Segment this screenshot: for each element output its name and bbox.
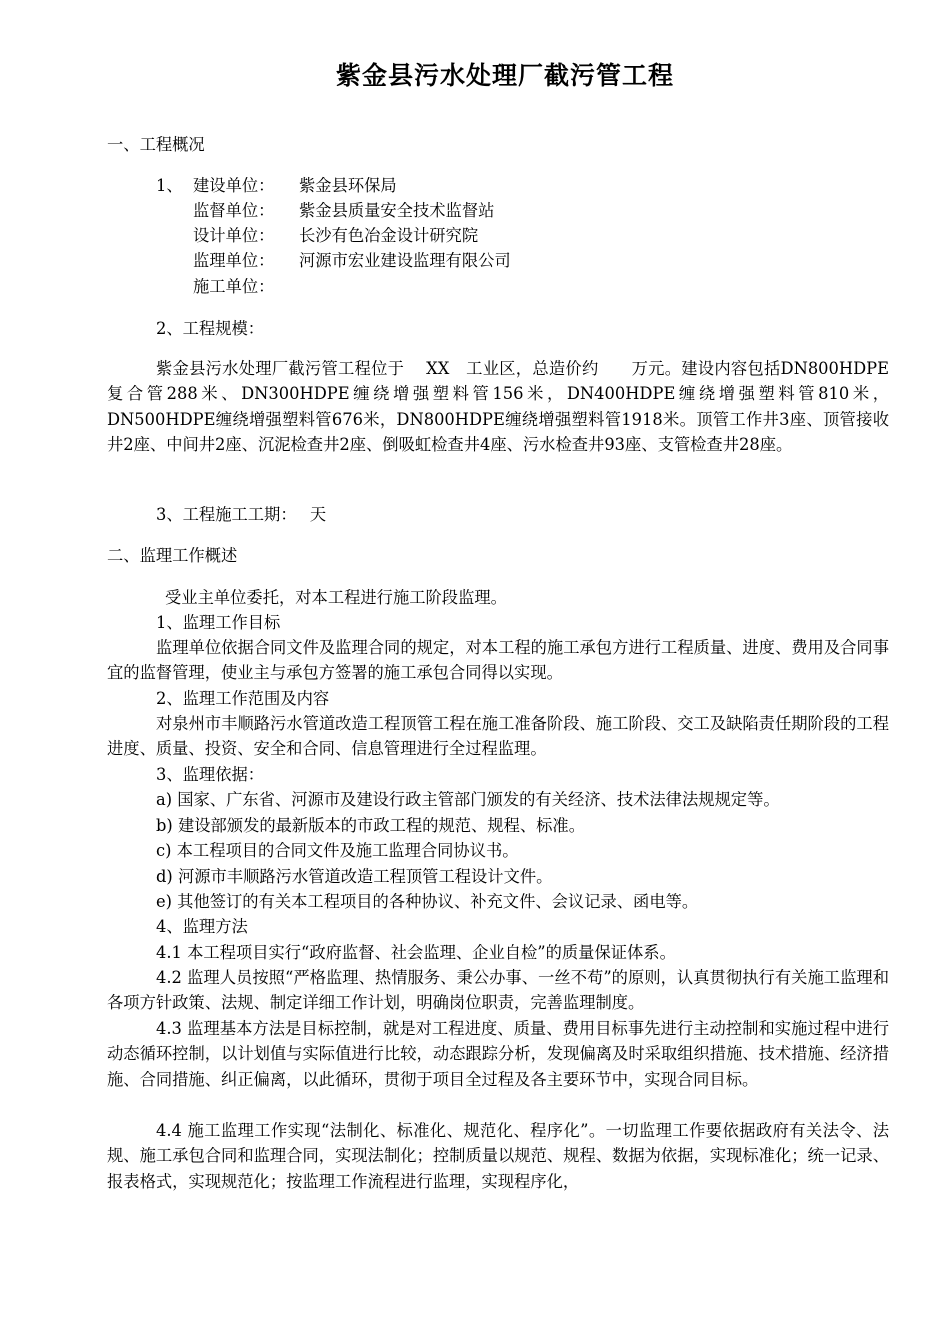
scope-heading: 2、监理工作范围及内容 bbox=[156, 689, 330, 708]
unit-value: 紫金县环保局 bbox=[299, 176, 397, 195]
method-4-2: 4.2 监理人员按照“严格监理、热情服务、秉公办事、一丝不苟”的原则，认真贯彻执行有关施工监理和各项方针政策、法规、制定详细工作计划，明确岗位职责，完善监理制度。 bbox=[107, 968, 889, 1013]
goal-heading: 1、监理工作目标 bbox=[156, 613, 281, 632]
basis-item: b) 建设部颁发的最新版本的市政工程的规范、规程、标准。 bbox=[156, 816, 585, 835]
basis-heading: 3、监理依据： bbox=[156, 765, 265, 784]
construction-period: 3、工程施工工期： 天 bbox=[156, 505, 327, 524]
method-4-1: 4.1 本工程项目实行“政府监督、社会监理、企业自检”的质量保证体系。 bbox=[156, 943, 676, 962]
unit-label: 监理单位： bbox=[193, 251, 275, 270]
scale-heading: 2、工程规模： bbox=[156, 319, 265, 338]
unit-value: 紫金县质量安全技术监督站 bbox=[299, 201, 495, 220]
scope-paragraph: 对泉州市丰顺路污水管道改造工程顶管工程在施工准备阶段、施工阶段、交工及缺陷责任期阶段的工程进度、质量、投资、安全和合同、信息管理进行全过程监理。 bbox=[107, 714, 889, 759]
unit-label: 监督单位： bbox=[193, 201, 275, 220]
unit-value: 河源市宏业建设监理有限公司 bbox=[299, 251, 511, 270]
basis-item: a) 国家、广东省、河源市及建设行政主管部门颁发的有关经济、技术法律法规规定等。 bbox=[156, 790, 780, 809]
goal-paragraph: 监理单位依据合同文件及监理合同的规定，对本工程的施工承包方进行工程质量、进度、费用及合同事宜的监督管理，使业主与承包方签署的施工承包合同得以实现。 bbox=[107, 638, 889, 683]
unit-label: 施工单位： bbox=[193, 277, 275, 296]
unit-row bbox=[156, 173, 397, 198]
section-1-heading: 一、工程概况 bbox=[107, 135, 205, 154]
basis-item: e) 其他签订的有关本工程项目的各种协议、补充文件、会议记录、函电等。 bbox=[156, 892, 699, 911]
unit-num: 1、 bbox=[156, 176, 183, 195]
intro-line: 受业主单位委托，对本工程进行施工阶段监理。 bbox=[165, 588, 507, 607]
section-2-heading: 二、监理工作概述 bbox=[107, 546, 238, 565]
method-heading: 4、监理方法 bbox=[156, 917, 248, 936]
basis-item: d) 河源市丰顺路污水管道改造工程顶管工程设计文件。 bbox=[156, 867, 553, 886]
unit-row bbox=[193, 274, 299, 299]
unit-value: 长沙有色冶金设计研究院 bbox=[299, 226, 479, 245]
unit-row bbox=[193, 198, 494, 223]
unit-label: 建设单位： bbox=[193, 176, 275, 195]
scale-paragraph: 紫金县污水处理厂截污管工程位于 XX 工业区，总造价约 万元。建设内容包括DN800HDPE复合管288米、DN300HDPE缠绕增强塑料管156米，DN400HDPE缠绕增强塑料管810米，DN500HDPE缠绕增强塑料管676米，DN800HDPE缠绕增强塑料管1918米。顶管工作井3座、顶管接收井2座、中间井2座、沉泥检查井2座、倒吸虹检查井4座、污水检查井93座、支管检查井28座。 bbox=[107, 359, 889, 454]
unit-row bbox=[193, 223, 478, 248]
unit-row bbox=[193, 248, 511, 273]
document-title: 紫金县污水处理厂截污管工程 bbox=[335, 61, 674, 90]
method-4-3: 4.3 监理基本方法是目标控制，就是对工程进度、质量、费用目标事先进行主动控制和实施过程中进行动态循环控制，以计划值与实际值进行比较，动态跟踪分析，发现偏离及时采取组织措施、技术措施、经济措施、合同措施、纠正偏离，以此循环，贯彻于项目全过程及各主要环节中，实现合同目标。 bbox=[107, 1019, 889, 1089]
basis-item: c) 本工程项目的合同文件及施工监理合同协议书。 bbox=[156, 841, 519, 860]
unit-label: 设计单位： bbox=[193, 226, 275, 245]
method-4-4: 4.4 施工监理工作实现“法制化、标准化、规范化、程序化”。一切监理工作要依据政府有关法令、法规、施工承包合同和监理合同，实现法制化；控制质量以规范、规程、数据为依据，实现标准化；统一记录、报表格式，实现规范化；按监理工作流程进行监理，实现程序化， bbox=[107, 1121, 889, 1191]
